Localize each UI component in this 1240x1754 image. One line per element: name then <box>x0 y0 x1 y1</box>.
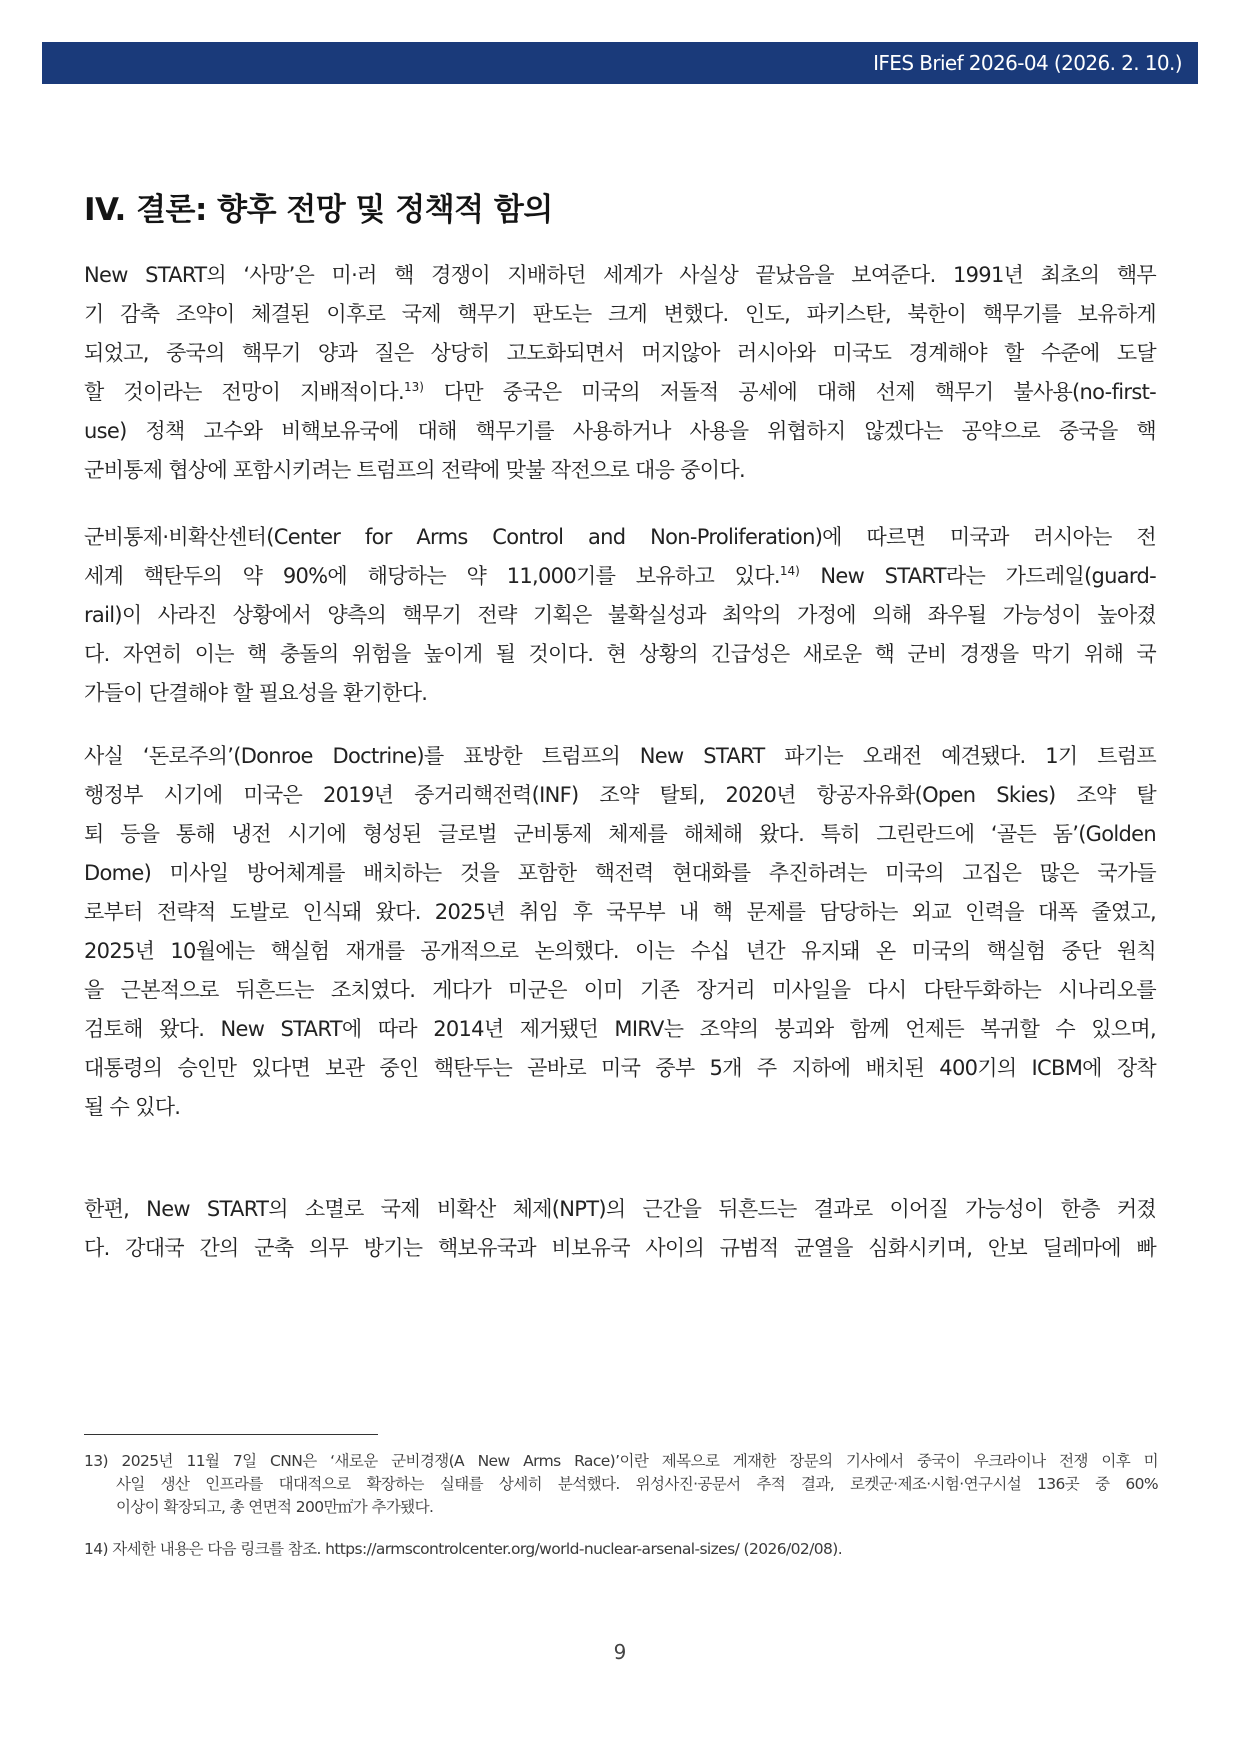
footnote-13 <box>84 1450 1158 1519</box>
footnote-14 <box>84 1538 1158 1561</box>
paragraph-line: Dome) 미사일 방어체계를 배치하는 것을 포함한 핵전력 현대화를 추진하려는 미국의 고집은 많은 국가들 <box>84 861 1156 885</box>
paragraph-line: 군비통제·비확산센터(Center for Arms Control and Non-Proliferation)에 따르면 미국과 러시아는 전 <box>84 525 1156 549</box>
section-title: IV. 결론: 향후 전망 및 정책적 함의 <box>84 192 553 228</box>
paragraph-line: 기 감축 조약이 체결된 이후로 국제 핵무기 판도는 크게 변했다. 인도, 파키스탄, 북한이 핵무기를 보유하게 <box>84 302 1156 326</box>
paragraph-line: use) 정책 고수와 비핵보유국에 대해 핵무기를 사용하거나 사용을 위협하지 않겠다는 공약으로 중국을 핵 <box>84 419 1156 443</box>
footnote-line: 사일 생산 인프라를 대대적으로 확장하는 실태를 상세히 분석했다. 위성사진·공문서 추적 결과, 로켓군·제조·시험·연구시설 136곳 중 60% <box>116 1475 1158 1493</box>
paragraph-line: 검토해 왔다. New START에 따라 2014년 제거됐던 MIRV는 조약의 붕괴와 함께 언제든 복귀할 수 있으며, <box>84 1017 1156 1041</box>
paragraph-line: 행정부 시기에 미국은 2019년 중거리핵전력(INF) 조약 탈퇴, 2020년 항공자유화(Open Skies) 조약 탈 <box>84 783 1156 807</box>
footnote-divider <box>84 1434 378 1435</box>
paragraph-line: New START의 ‘사망’은 미·러 핵 경쟁이 지배하던 세계가 사실상 끝났음을 보여준다. 1991년 최초의 핵무 <box>84 263 1156 287</box>
body-paragraph-4 <box>84 1190 1156 1268</box>
footnote-ref-13[interactable]: 13) <box>403 380 424 394</box>
paragraph-line: 될 수 있다. <box>84 1095 181 1119</box>
paragraph-line: 한편, New START의 소멸로 국제 비확산 체제(NPT)의 근간을 뒤흔드는 결과로 이어질 가능성이 한층 커졌 <box>84 1197 1156 1221</box>
paragraph-line-with-ref <box>84 373 1156 412</box>
paragraph-line: 퇴 등을 통해 냉전 시기에 형성된 글로벌 군비통제 체제를 해체해 왔다. 특히 그린란드에 ‘골든 돔’(Golden <box>84 822 1156 846</box>
body-paragraph-1 <box>84 256 1156 490</box>
paragraph-line: 다. 자연히 이는 핵 충돌의 위험을 높이게 될 것이다. 현 상황의 긴급성은 새로운 핵 군비 경쟁을 막기 위해 국 <box>84 642 1156 666</box>
paragraph-line-with-ref <box>84 557 1156 596</box>
footnote-ref-14[interactable]: 14) <box>779 564 800 578</box>
header-brief-label: IFES Brief 2026-04 (2026. 2. 10.) <box>873 51 1182 75</box>
paragraph-text-segment: New START라는 가드레일(guard- <box>799 564 1156 588</box>
paragraph-text-segment: 할 것이라는 전망이 지배적이다. <box>84 380 404 404</box>
paragraph-text-segment: 다만 중국은 미국의 저돌적 공세에 대해 선제 핵무기 불사용(no-first- <box>423 380 1156 404</box>
paragraph-line: 대통령의 승인만 있다면 보관 중인 핵탄두는 곧바로 미국 중부 5개 주 지하에 배치된 400기의 ICBM에 장착 <box>84 1056 1156 1080</box>
paragraph-line: 로부터 전략적 도발로 인식돼 왔다. 2025년 취임 후 국무부 내 핵 문제를 담당하는 외교 인력을 대폭 줄였고, <box>84 900 1156 924</box>
paragraph-line: 다. 강대국 간의 군축 의무 방기는 핵보유국과 비보유국 사이의 규범적 균열을 심화시키며, 안보 딜레마에 빠 <box>84 1236 1156 1260</box>
footnote-line: 이상이 확장되고, 총 연면적 200만㎡가 추가됐다. <box>116 1498 434 1516</box>
header-bar <box>42 42 1198 84</box>
paragraph-line: 되었고, 중국의 핵무기 양과 질은 상당히 고도화되면서 머지않아 러시아와 미국도 경계해야 할 수준에 도달 <box>84 341 1156 365</box>
paragraph-line: 군비통제 협상에 포함시키려는 트럼프의 전략에 맞불 작전으로 대응 중이다. <box>84 458 745 482</box>
paragraph-line: rail)이 사라진 상황에서 양측의 핵무기 전략 기획은 불확실성과 최악의 가정에 의해 좌우될 가능성이 높아졌 <box>84 603 1156 627</box>
footnote-line: 13) 2025년 11월 7일 CNN은 ‘새로운 군비경쟁(A New Arms Race)’이란 제목으로 게재한 장문의 기사에서 중국이 우크라이나 전쟁 이후 미 <box>84 1452 1158 1470</box>
paragraph-line: 2025년 10월에는 핵실험 재개를 공개적으로 논의했다. 이는 수십 년간 유지돼 온 미국의 핵실험 중단 원칙 <box>84 939 1156 963</box>
paragraph-text-segment: 세계 핵탄두의 약 90%에 해당하는 약 11,000기를 보유하고 있다. <box>84 564 780 588</box>
paragraph-line: 사실 ‘돈로주의’(Donroe Doctrine)를 표방한 트럼프의 New START 파기는 오래전 예견됐다. 1기 트럼프 <box>84 744 1156 768</box>
paragraph-line: 을 근본적으로 뒤흔드는 조치였다. 게다가 미군은 이미 기존 장거리 미사일을 다시 다탄두화하는 시나리오를 <box>84 978 1156 1002</box>
body-paragraph-2 <box>84 518 1156 713</box>
page-number: 9 <box>613 1640 627 1664</box>
body-paragraph-3 <box>84 737 1156 1127</box>
footnote-line: 14) 자세한 내용은 다음 링크를 참조. https://armscontrolcenter.org/world-nuclear-arsenal-sizes/ (2026/02/08). <box>84 1540 843 1558</box>
paragraph-line: 가들이 단결해야 할 필요성을 환기한다. <box>84 681 428 705</box>
